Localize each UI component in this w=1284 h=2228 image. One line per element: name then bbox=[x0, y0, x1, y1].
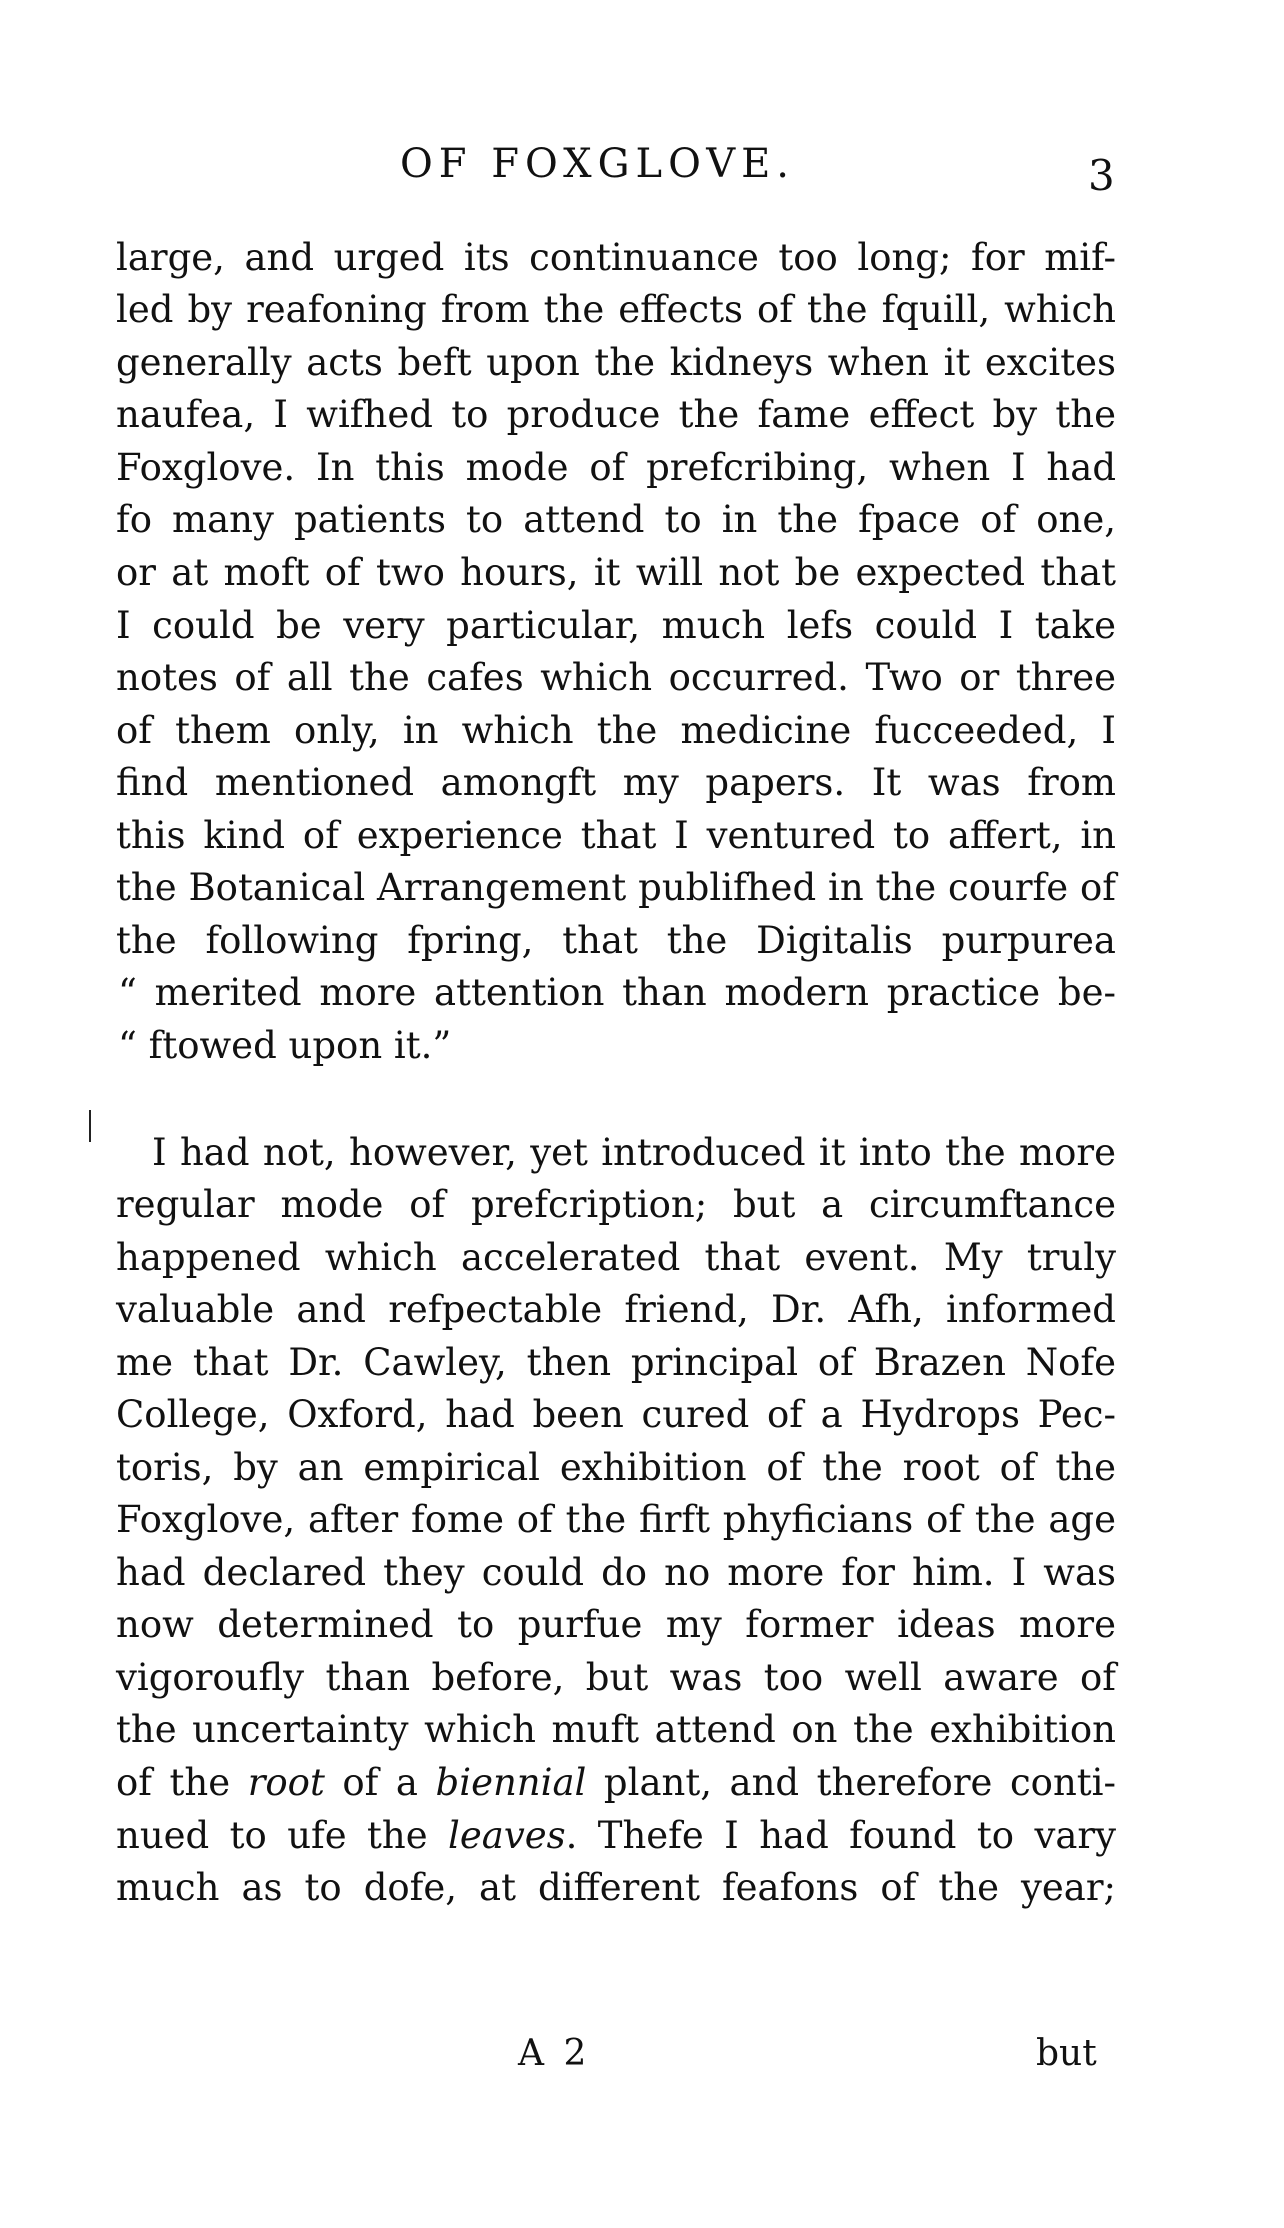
text-line: me that Dr. Cawley, then principal of Brazen Nofe bbox=[116, 1341, 1116, 1384]
text-line: Foxglove, after fome of the firft phyficians of the age bbox=[116, 1498, 1116, 1541]
text-line: of them only, in which the medicine fucceeded, I bbox=[116, 709, 1116, 752]
signature-mark: A 2 bbox=[518, 2033, 591, 2074]
text-line: regular mode of prefcription; but a circumftance bbox=[116, 1183, 1116, 1226]
running-title: OF FOXGLOVE. bbox=[400, 141, 795, 187]
text-line: happened which accelerated that event. My truly bbox=[116, 1236, 1116, 1279]
text-line: “ ftowed upon it.” bbox=[118, 1024, 452, 1067]
margin-mark bbox=[89, 1110, 91, 1142]
text-line: notes of all the cafes which occurred. Two or three bbox=[116, 656, 1116, 699]
text-line: fo many patients to attend to in the fpace of one, bbox=[116, 498, 1116, 541]
text-line: College, Oxford, had been cured of a Hydrops Pec- bbox=[116, 1393, 1116, 1436]
text-line: the Botanical Arrangement publifhed in the courfe of bbox=[116, 866, 1116, 909]
italic-word: root bbox=[247, 1761, 325, 1804]
text-line: find mentioned amongft my papers. It was from bbox=[116, 761, 1116, 804]
text-line: this kind of experience that I ventured to affert, in bbox=[116, 814, 1116, 857]
text-line: toris, by an empirical exhibition of the root of the bbox=[116, 1446, 1116, 1489]
text-line: much as to dofe, at different feafons of the year; bbox=[116, 1866, 1116, 1909]
text-line: large, and urged its continuance too long; for mif- bbox=[116, 236, 1116, 279]
catchword: but bbox=[1036, 2033, 1097, 2074]
text-line: I had not, however, yet introduced it into the more bbox=[152, 1131, 1116, 1174]
text-line: now determined to purfue my former ideas more bbox=[116, 1603, 1116, 1646]
text-line: “ merited more attention than modern practice be- bbox=[118, 971, 1116, 1014]
italic-word: leaves bbox=[448, 1814, 566, 1857]
text-line: or at moft of two hours, it will not be expected that bbox=[116, 551, 1116, 594]
text-run: . Thefe I had found to vary bbox=[565, 1814, 1116, 1857]
text-run: of the bbox=[116, 1761, 248, 1804]
text-line: generally acts beft upon the kidneys when it excites bbox=[116, 341, 1116, 384]
text-line bbox=[116, 1757, 1116, 1809]
text-line: valuable and refpectable friend, Dr. Afh, informed bbox=[116, 1288, 1116, 1331]
text-line bbox=[116, 1810, 1116, 1862]
page-number: 3 bbox=[1088, 151, 1115, 200]
text-line: had declared they could do no more for him. I was bbox=[116, 1551, 1116, 1594]
text-line: Foxglove. In this mode of prefcribing, when I had bbox=[116, 446, 1116, 489]
text-line: I could be very particular, much lefs could I take bbox=[116, 604, 1116, 647]
text-line: vigoroufly than before, but was too well aware of bbox=[116, 1656, 1116, 1699]
text-run: of a bbox=[324, 1761, 436, 1804]
text-line: the following fpring, that the Digitalis purpurea bbox=[116, 919, 1116, 962]
italic-word: biennial bbox=[435, 1761, 587, 1804]
text-line: the uncertainty which muft attend on the exhibition bbox=[116, 1708, 1116, 1751]
text-line: naufea, I wifhed to produce the fame effect by the bbox=[116, 393, 1116, 436]
text-run: nued to ufe the bbox=[116, 1814, 449, 1857]
text-line: led by reafoning from the effects of the fquill, which bbox=[116, 288, 1116, 331]
text-run: plant, and therefore conti- bbox=[586, 1761, 1116, 1804]
